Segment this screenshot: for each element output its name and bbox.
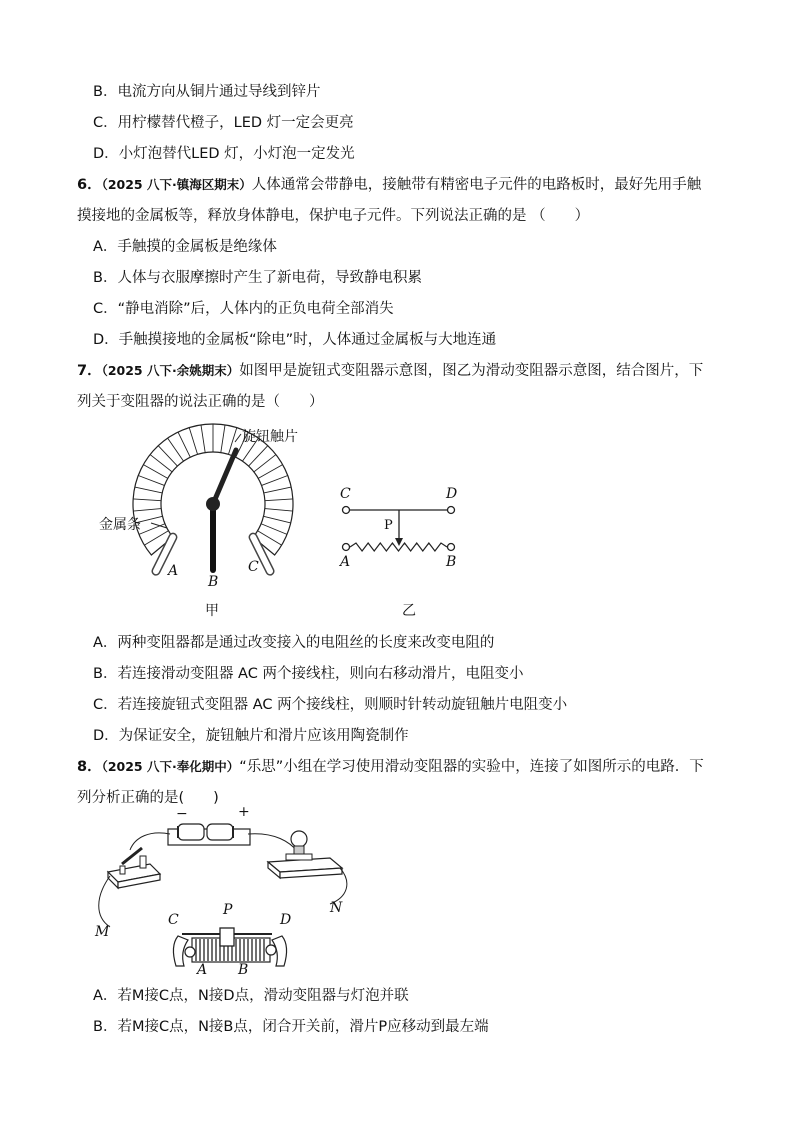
knob-label: 旋钮触片: [242, 429, 298, 445]
rotary-terminal-a: A: [168, 563, 179, 579]
terminal-b-dot: [448, 544, 455, 551]
q6-option-a: A．手触摸的金属板是绝缘体: [93, 239, 277, 255]
q7-stem-line1: [77, 361, 703, 381]
figure-jia-caption: 甲: [205, 603, 219, 619]
rheostat-label-b: B: [238, 962, 249, 978]
battery-plus-label: +: [238, 804, 250, 820]
q7-stem-line2: 列关于变阻器的说法正确的是（ ）: [77, 394, 324, 410]
bulb-glass: [291, 831, 307, 847]
terminal-d-dot: [448, 507, 455, 514]
q7-stem-text1: 如图甲是旋钮式变阻器示意图，图乙为滑动变阻器示意图，结合图片，下: [239, 363, 704, 379]
sliding-terminal-d: D: [446, 486, 458, 502]
q7-option-a: A．两种变阻器都是通过改变接入的电阻丝的长度来改变电阻的: [93, 635, 495, 651]
rotary-terminal-c: C: [248, 559, 259, 575]
sliding-terminal-b: B: [446, 554, 457, 570]
rheostat-slider-p: [220, 928, 234, 946]
battery-cell-1: [178, 824, 204, 840]
q8-stem-line2: 列分析正确的是( ): [77, 790, 219, 806]
switch-post: [120, 866, 125, 874]
q8-number: 8．: [77, 759, 102, 775]
q8-option-b: B．若M接C点，N接B点，闭合开关前，滑片P应移动到最左端: [93, 1019, 489, 1035]
circuit-point-n: N: [330, 900, 343, 916]
q8-stem-text1: “乐思”小组在学习使用滑动变阻器的实验中，连接了如图所示的电路．下: [239, 759, 704, 775]
q5-option-c: C．用柠檬替代橙子，LED 灯一定会更亮: [93, 115, 354, 131]
q6-option-b: B．人体与衣服摩擦时产生了新电荷，导致静电积累: [93, 270, 422, 286]
q6-option-d: D．手触摸接地的金属板“除电”时，人体通过金属板与大地连通: [93, 332, 497, 348]
sliding-terminal-c: C: [340, 486, 351, 502]
circuit-drawing: [90, 812, 360, 982]
bulb-socket: [286, 854, 312, 860]
battery-minus-label: −: [176, 806, 188, 822]
q5-option-d: D．小灯泡替代LED 灯，小灯泡一定发光: [93, 146, 355, 162]
figure-yi-caption: 乙: [402, 603, 416, 619]
rheostat-terminal-b-post: [266, 945, 276, 955]
q6-number: 6．: [77, 177, 102, 193]
sliding-terminal-a: A: [340, 554, 351, 570]
q8-stem-line1: [77, 757, 704, 777]
circuit-point-m: M: [95, 924, 110, 940]
q7-option-d: D．为保证安全，旋钮触片和滑片应该用陶瓷制作: [93, 728, 409, 744]
sliding-rheostat-drawing: [330, 480, 480, 590]
q7-option-c: C．若连接旋钮式变阻器 AC 两个接线柱，则顺时针转动旋钮触片电阻变小: [93, 697, 568, 713]
slider-p-label: P: [384, 518, 393, 533]
q6-source: （2025 八下·镇海区期末）: [101, 177, 252, 192]
q7-number: 7．: [77, 363, 102, 379]
figure-sliding-rheostat: [330, 480, 480, 620]
figure-rotary-rheostat: [95, 420, 325, 620]
rheostat-label-p: P: [223, 902, 233, 918]
q6-stem-line2: 摸接地的金属板等，释放身体静电，保护电子元件。下列说法正确的是 （ ）: [77, 208, 590, 224]
bulb-base: [294, 846, 304, 854]
wire-battery-to-bulb: [248, 834, 298, 852]
q7-option-b: B．若连接滑动变阻器 AC 两个接线柱，则向右移动滑片，电阻变小: [93, 666, 524, 682]
figure-circuit: [90, 804, 360, 982]
q8-source: （2025 八下·奉化期中）: [101, 759, 240, 774]
rheostat-label-d: D: [280, 912, 292, 928]
q6-option-c: C．“静电消除”后，人体内的正负电荷全部消失: [93, 301, 394, 317]
wire-battery-to-switch: [130, 833, 170, 850]
q5-option-b: B．电流方向从铜片通过导线到锌片: [93, 84, 321, 100]
rheostat-label-c: C: [168, 912, 179, 928]
switch-clip: [140, 856, 146, 868]
q6-stem-line1: [77, 175, 701, 195]
rotary-terminal-b: B: [208, 574, 219, 590]
slider-p-arrow: [395, 538, 403, 546]
terminal-a-dot: [343, 544, 350, 551]
rheostat-terminal-a-post: [185, 947, 195, 957]
metal-strip-label: 金属条: [99, 517, 141, 533]
knob-contact-arm: [213, 450, 236, 504]
terminal-c-dot: [343, 507, 350, 514]
battery-cell-2: [207, 824, 233, 840]
knob-pivot: [206, 497, 220, 511]
rheostat-label-a: A: [197, 962, 208, 978]
q8-option-a: A．若M接C点，N接D点，滑动变阻器与灯泡并联: [93, 988, 409, 1004]
q6-stem-text1: 人体通常会带静电，接触带有精密电子元件的电路板时，最好先用手触: [251, 177, 702, 193]
wire-m: [99, 876, 110, 927]
switch-lever: [122, 848, 142, 864]
q7-source: （2025 八下·余姚期末）: [101, 363, 240, 378]
